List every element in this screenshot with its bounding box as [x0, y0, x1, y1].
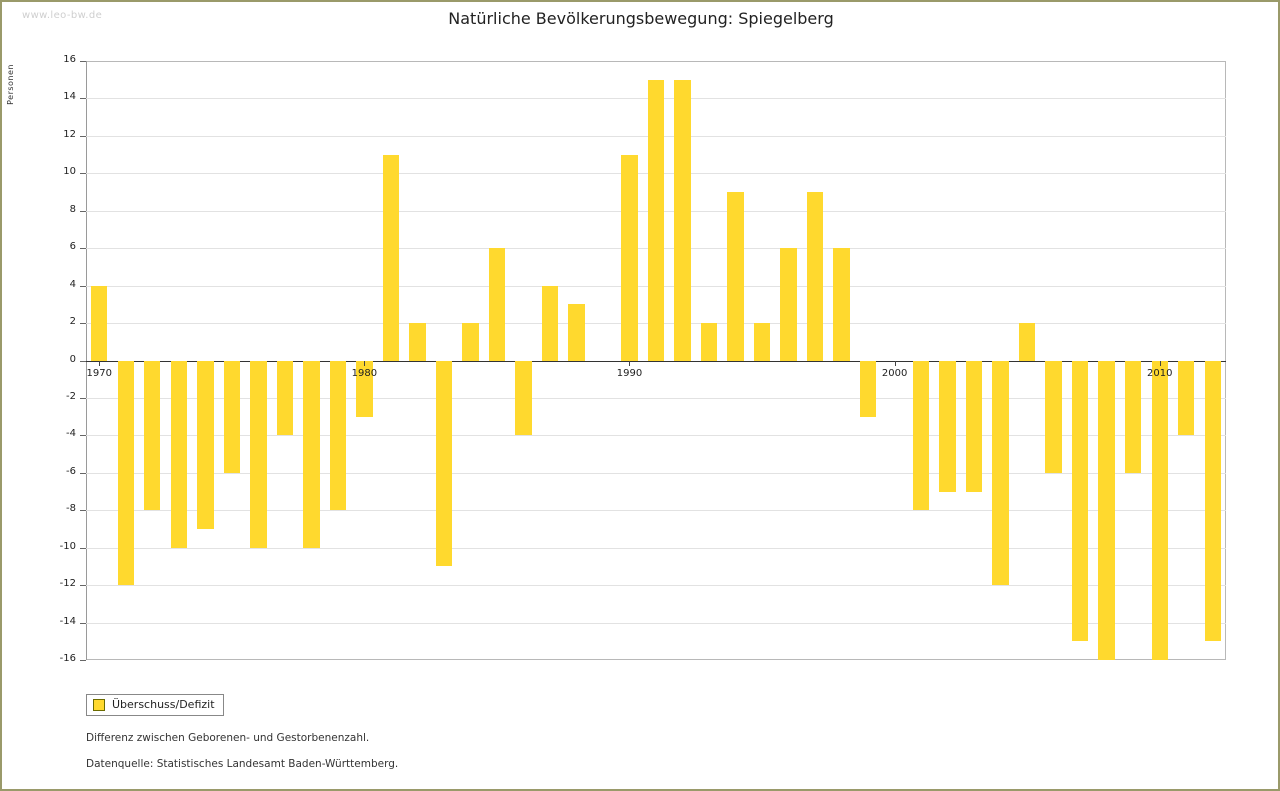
y-tick-label: 10: [63, 166, 76, 178]
y-axis-label: Personen: [6, 64, 15, 105]
note-source: Datenquelle: Statistisches Landesamt Baden-Württemberg.: [86, 758, 399, 770]
bar[interactable]: [939, 361, 955, 492]
bar[interactable]: [118, 361, 134, 586]
y-tick-mark: [80, 248, 86, 249]
x-tick-label: 1970: [86, 367, 112, 379]
legend-swatch-icon: [93, 699, 105, 711]
y-tick-label: -14: [59, 615, 76, 627]
x-tick-mark: [99, 361, 100, 366]
y-tick-mark: [80, 510, 86, 511]
y-tick-label: 12: [63, 128, 76, 140]
chart-canvas: [4, 4, 1278, 789]
y-tick-label: -4: [66, 428, 76, 440]
bar[interactable]: [542, 286, 558, 361]
bar[interactable]: [250, 361, 266, 548]
bar[interactable]: [277, 361, 293, 436]
gridline: [86, 548, 1226, 549]
bar[interactable]: [91, 286, 107, 361]
x-tick-label: 2010: [1146, 367, 1173, 379]
bar[interactable]: [568, 304, 584, 360]
x-tick-mark: [895, 361, 896, 366]
bar[interactable]: [701, 323, 717, 360]
y-tick-label: -6: [66, 465, 76, 477]
bar[interactable]: [966, 361, 982, 492]
y-tick-label: -8: [66, 503, 76, 515]
y-tick-mark: [80, 398, 86, 399]
bar[interactable]: [515, 361, 531, 436]
bar[interactable]: [1205, 361, 1221, 642]
y-tick-label: 2: [69, 316, 76, 328]
bar[interactable]: [383, 155, 399, 361]
chart-legend[interactable]: [86, 694, 224, 716]
bar[interactable]: [992, 361, 1008, 586]
y-tick-mark: [80, 323, 86, 324]
bar[interactable]: [1019, 323, 1035, 360]
x-tick-label: 2000: [881, 367, 908, 379]
legend-label: Überschuss/Defizit: [112, 698, 215, 711]
bar[interactable]: [1152, 361, 1168, 661]
bar[interactable]: [674, 80, 690, 361]
bar[interactable]: [621, 155, 637, 361]
chart-title: Natürliche Bevölkerungsbewegung: Spiegelberg: [448, 9, 834, 28]
bar[interactable]: [1072, 361, 1088, 642]
y-tick-mark: [80, 173, 86, 174]
bar[interactable]: [780, 248, 796, 360]
y-tick-label: 4: [69, 278, 76, 290]
y-tick-label: -12: [59, 578, 76, 590]
x-tick-label: 1990: [616, 367, 643, 379]
y-tick-mark: [80, 61, 86, 62]
y-tick-mark: [80, 211, 86, 212]
y-tick-label: 8: [69, 203, 76, 215]
y-tick-label: 0: [69, 353, 76, 365]
bar[interactable]: [197, 361, 213, 529]
bar[interactable]: [303, 361, 319, 548]
note-definition: Differenz zwischen Geborenen- und Gestorbenenzahl.: [86, 732, 370, 744]
bar[interactable]: [1098, 361, 1114, 661]
bar[interactable]: [330, 361, 346, 511]
bar[interactable]: [807, 192, 823, 360]
plot-bottom-border: [86, 659, 1226, 660]
bar[interactable]: [754, 323, 770, 360]
bar[interactable]: [1178, 361, 1194, 436]
plot-area: [59, 54, 1226, 664]
y-tick-label: 14: [63, 91, 76, 103]
bar[interactable]: [1045, 361, 1061, 473]
y-tick-mark: [80, 473, 86, 474]
watermark-text: www.leo-bw.de: [22, 10, 103, 21]
y-tick-mark: [80, 548, 86, 549]
y-tick-mark: [80, 435, 86, 436]
y-tick-label: -10: [59, 540, 76, 552]
bar[interactable]: [224, 361, 240, 473]
bar[interactable]: [436, 361, 452, 567]
bar[interactable]: [648, 80, 664, 361]
bar[interactable]: [171, 361, 187, 548]
y-tick-mark: [80, 98, 86, 99]
gridline: [86, 623, 1226, 624]
y-tick-mark: [80, 286, 86, 287]
y-tick-label: 16: [63, 54, 76, 65]
bar[interactable]: [913, 361, 929, 511]
bar[interactable]: [409, 323, 425, 360]
y-tick-mark: [80, 361, 86, 362]
y-tick-mark: [80, 623, 86, 624]
bar[interactable]: [833, 248, 849, 360]
x-tick-mark: [364, 361, 365, 366]
gridline: [86, 585, 1226, 586]
x-tick-mark: [629, 361, 630, 366]
y-tick-mark: [80, 136, 86, 137]
bar[interactable]: [144, 361, 160, 511]
plot-top-border: [86, 61, 1226, 62]
y-tick-mark: [80, 660, 86, 661]
bar[interactable]: [489, 248, 505, 360]
x-tick-mark: [1160, 361, 1161, 366]
y-tick-label: 6: [69, 241, 76, 253]
bar[interactable]: [462, 323, 478, 360]
y-tick-label: -16: [59, 653, 76, 664]
x-tick-label: 1980: [351, 367, 378, 379]
y-tick-label: -2: [66, 390, 76, 402]
y-tick-mark: [80, 585, 86, 586]
bar[interactable]: [727, 192, 743, 360]
